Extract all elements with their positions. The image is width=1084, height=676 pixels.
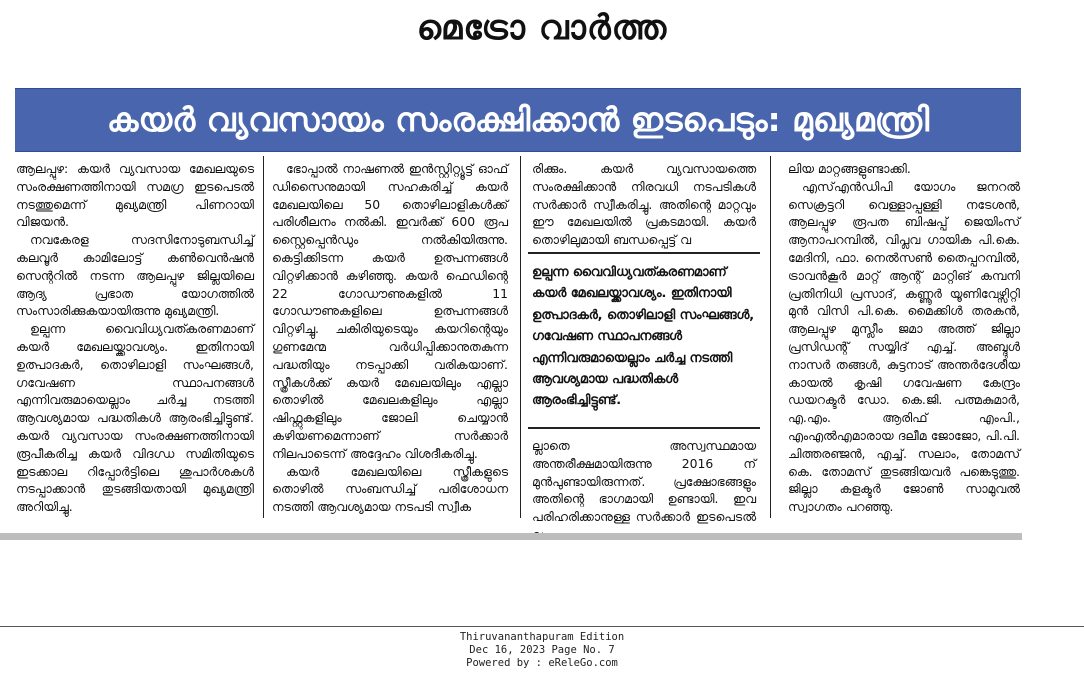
paragraph: രിക്കും. കയർ വ്യവസായത്തെ സംരക്ഷിക്കാൻ നിരവധി നടപടികൾ സർക്കാർ സ്വീകരിച്ചു. അതിന്റെ മാറ്റവും ഈ മേഖലയിൽ പ്രകടമായി. കയർ തൊഴിലുമായി ബന്ധപ്പെട്ട് വ bbox=[532, 161, 756, 248]
article-bottom-band bbox=[0, 533, 1022, 540]
article-column-2 bbox=[272, 160, 508, 516]
paragraph: നവകേരള സദസിനോടുബന്ധിച്ച് കലവൂർ കാമിലോട്ട് കൺവെൻഷൻ സെന്ററിൽ നടന്ന ആലപ്പുഴ ജില്ലയിലെ ആദ്യ പ്രഭാത യോഗത്തിൽ സംസാരിക്കുകയായിരുന്നു മുഖ്യമന്ത്രി. bbox=[16, 232, 254, 319]
footer-powered-by: Powered by : eReleGo.com bbox=[466, 657, 618, 669]
column-divider bbox=[770, 156, 771, 518]
page-footer bbox=[0, 631, 1084, 670]
pull-quote-text: ഉല്പന്ന വൈവിധ്യവത്കരണമാണ് കയർ മേഖലയ്ക്കാവശ്യം. ഇതിനായി ഉത്പാദകർ, തൊഴിലാളി സംഘങ്ങൾ, ഗവേഷണ സ്ഥാപനങ്ങൾ എന്നിവരുമായെല്ലാം ചർച്ച നടത്തി ആവശ്യമായ പദ്ധതികൾ ആരംഭിച്ചിട്ടുണ്ട്. bbox=[532, 265, 755, 409]
footer-divider bbox=[0, 626, 1084, 627]
paragraph: ആലപ്പുഴ: കയർ വ്യവസായ മേഖലയുടെ സംരക്ഷണത്തിനായി സമഗ്ര ഇടപെടൽ നടത്തുമെന്ന് മുഖ്യമന്ത്രി പിണറായി വിജയൻ. bbox=[16, 161, 254, 230]
article-column-1 bbox=[16, 160, 254, 516]
footer-edition: Thiruvananthapuram Edition bbox=[459, 631, 625, 643]
paragraph: ഭോപ്പാൽ നാഷണൽ ഇൻസ്റ്റിറ്റ്യൂട്ട് ഓഫ് ഡിസൈനുമായി സഹകരിച്ച് കയർ മേഖലയിലെ 50 തൊഴിലാളികൾക്ക് പരിശീലനം നൽകി. ഇവർക്ക് 600 രൂപ സ്റ്റൈപ്പെൻഡും നൽകിയിരുന്നു. കെട്ടിക്കിടന്ന കയർ ഉത്പന്നങ്ങൾ വിറ്റഴിക്കാൻ കഴിഞ്ഞു. കയർ ഫെഡിന്റെ 22 ഗോഡൗണുകളിൽ 11 ഗോഡൗണുകളിലെ ഉത്പന്നങ്ങൾ വിറ്റഴിച്ചു. ചകിരിയുടെയും കയറിന്റെയും ഗുണമേന്മ വർധിപ്പിക്കാനുതകുന്ന പദ്ധതിയും നടപ്പാക്കി വരികയാണ്. സ്ത്രീകൾക്ക് കയർ മേഖലയിലും എല്ലാ തൊഴിൽ മേഖലകളിലും എല്ലാ ഷിഫ്റ്റുകളിലും ജോലി ചെയ്യാൻ കഴിയണമെന്നാണ് സർക്കാർ നിലപാടെന്ന് അദ്ദേഹം വിശദീകരിച്ചു. bbox=[272, 161, 508, 461]
article-column-3-continued bbox=[532, 437, 756, 544]
pull-quote-bottom-rule bbox=[528, 427, 760, 429]
article-column-3 bbox=[532, 160, 756, 249]
column-divider bbox=[520, 156, 521, 518]
masthead-title: മെട്രോ വാർത്ത bbox=[416, 8, 668, 48]
pull-quote-top-rule bbox=[528, 252, 760, 254]
paragraph: ഉല്പന്ന വൈവിധ്യവത്കരണമാണ് കയർ മേഖലയ്ക്കാവശ്യം. ഇതിനായി ഉത്പാദകർ, തൊഴിലാളി സംഘങ്ങൾ, ഗവേഷണ സ്ഥാപനങ്ങൾ എന്നിവരുമായെല്ലാം ചർച്ച നടത്തി ആവശ്യമായ പദ്ധതികൾ ആരംഭിച്ചിട്ടുണ്ട്. കയർ വ്യവസായ സംരക്ഷണത്തിനായി രൂപീകരിച്ച കയർ വിദഗ്ധ സമിതിയുടെ ഇടക്കാല റിപ്പോർട്ടിലെ ശുപാർശകൾ നടപ്പാക്കാൻ തുടങ്ങിയതായി മുഖ്യമന്ത്രി അറിയിച്ചു. bbox=[16, 321, 254, 515]
paragraph: കയർ മേഖലയിലെ സ്ത്രീകളുടെ തൊഴിൽ സംബന്ധിച്ച് പരിശോധന നടത്തി ആവശ്യമായ നടപടി സ്വീക bbox=[272, 463, 508, 515]
column-divider bbox=[263, 156, 264, 518]
paragraph: എസ്എൻഡിപി യോഗം ജനറൽ സെക്രട്ടറി വെള്ളാപ്പള്ളി നടേശൻ, ആലപ്പുഴ രൂപത ബിഷപ്പ് ജെയിംസ് ആനാപറമ്പിൽ, വിപ്ലവ ഗായിക പി.കെ. മേദിനി, ഫാ. നെൽസൺ തൈപ്പറമ്പിൽ, ട്രാവൻകൂർ മാറ്റ് ആന്റ് മാറ്റിങ് കമ്പനി പ്രതിനിധി പ്രസാദ്, കണ്ണൂർ യൂണിവേഴ്സിറ്റി മുൻ വിസി പി.കെ. മൈക്കിൾ തരകൻ, ആലപ്പുഴ മുസ്ലീം ജമാ അത്ത് ജില്ലാ പ്രസിഡന്റ് സയ്യിദ് എച്ച്. അബ്ദുൾ നാസർ തങ്ങൾ, കുട്ടനാട് അന്തർദേശീയ കായൽ കൃഷി ഗവേഷണ കേന്ദ്രം ഡയറക്ടർ ഡോ. കെ.ജി. പത്മകുമാർ, എ.എം. ആരിഫ് എംപി., എംഎൽഎമാരായ ദലീമ ജോജോ, പി.പി. ചിത്തരഞ്ജൻ, എച്ച്. സലാം, തോമസ് കെ. തോമസ് തുടങ്ങിയവർ പങ്കെടുത്തു. ജില്ലാ കളക്ടർ ജോൺ സാമുവൽ സ്വാഗതം പറഞ്ഞു. bbox=[788, 178, 1020, 515]
headline-banner bbox=[15, 88, 1021, 152]
article-headline: കയർ വ്യവസായം സംരക്ഷിക്കാൻ ഇടപെടും: മുഖ്യമന്ത്രി bbox=[106, 100, 930, 139]
article-column-4 bbox=[788, 160, 1020, 516]
paragraph: ലിയ മാറ്റങ്ങളുണ്ടാക്കി. bbox=[788, 161, 911, 176]
paragraph: ല്ലാതെ അസ്വസ്ഥമായ അന്തരീക്ഷമായിരുന്നു 2016 ന് മുൻപുണ്ടായിരുന്നത്. പ്രക്ഷോഭങ്ങളും അതിന്റെ ഭാഗമായി ഉണ്ടായി. ഇവ പരിഹരിക്കാനുള്ള സർക്കാർ ഇടപെടൽ bbox=[532, 438, 756, 525]
footer-date-page: Dec 16, 2023 Page No. 7 bbox=[469, 644, 615, 656]
pull-quote bbox=[532, 262, 758, 412]
